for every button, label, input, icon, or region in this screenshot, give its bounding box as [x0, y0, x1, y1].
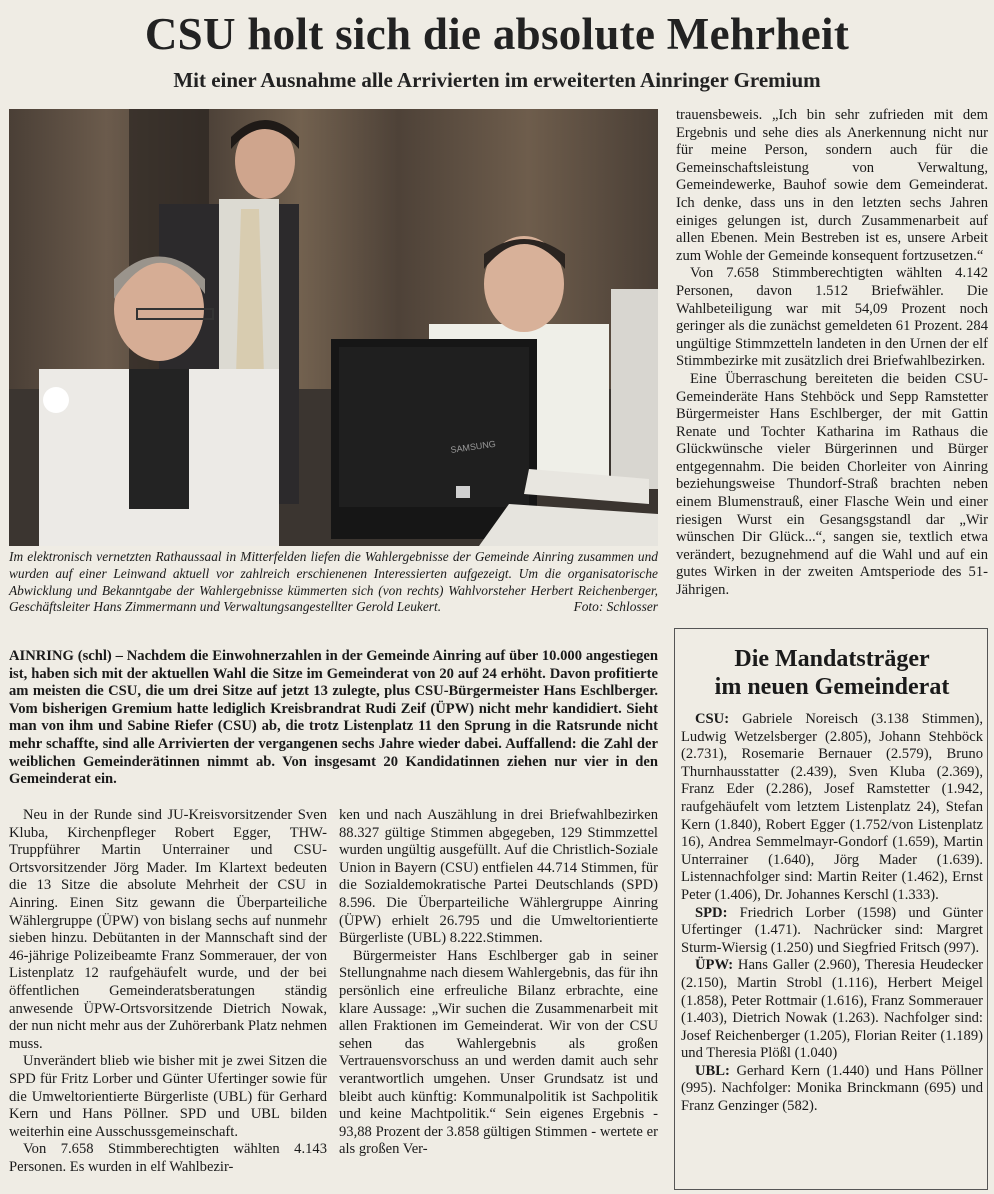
paragraph: Unverändert blieb wie bisher mit je zwei Sitzen die SPD für Fritz Lorber und Günter Ufertinger sowie für die Umweltorientierte Bürgerliste (UBL) für Gerhard Kern und Hans Pöllner. SPD und UBL bilden weiterhin eine Ausschussgemeinschaft.	[9, 1053, 327, 1140]
lead-paragraph: AINRING (schl) – Nachdem die Einwohnerzahlen in der Gemeinde Ainring auf über 10.000 angestiegen ist, haben sich mit der aktuellen Wahl die Sitze im Gemeinderat von 20 auf 24 erhöht. Davon profitierte am meisten die CSU, die um drei Sitze auf jetzt 13 zulegte, plus CSU-Bürgermeister Hans Eschlberger. Vom bisherigen Gremium hatte lediglich Kreisbrandrat Rudi Zeif (ÜPW) nicht mehr kandidiert. Sieht man von ihm und Sabine Riefer (CSU) ab, die trotz Listenplatz 11 den Sprung in die Ratsrunde nicht mehr schaffte, sind alle Arrivierten der vergangenen sechs Jahre wieder dabei. Auffallend: die Zahl der weiblichen Gemeinderätinnen nimmt ab. Von insgesamt 20 Kandidatinnen ziehen nur vier in den Gemeinderat ein.	[9, 648, 658, 788]
news-photo	[9, 109, 658, 546]
party-name: CSU:	[695, 711, 730, 727]
article-column-1	[9, 807, 327, 1176]
party-members: Gerhard Kern (1.440) und Hans Pöllner (995). Nachfolger: Monika Brinckmann (695) und Franz Genzinger (582).	[681, 1062, 983, 1115]
paragraph: Von 7.658 Stimmberechtigten wählten 4.142 Personen, davon 1.512 Briefwähler. Die Wahlbeteiligung war mit 54,09 Prozent noch geringer als die zunächst gemeldeten 61 Prozent. 284 ungültige Stimmzetteln landeten in den Urnen der elf Stimmbezirke mit zusätzlich drei Briefwahlbezirken.	[676, 265, 988, 370]
party-members: Friedrich Lorber (1598) und Günter Ufertinger (1.471). Nachrücker sind: Margret Sturm-Wiersig (1.250) und Siegfried Fritsch (997).	[681, 904, 983, 956]
council-members-box	[674, 628, 988, 1190]
infobox-title	[681, 645, 983, 701]
paragraph: Neu in der Runde sind JU-Kreisvorsitzender Sven Kluba, Kirchenpfleger Robert Egger, THW-Truppführer Martin Unterrainer und CSU-Ortsvorsitzender Jörg Mader. Im Klartext bedeuten die 13 Sitze die absolute Mehrheit der CSU in Ainring. Einen Sitz gewann die Überparteiliche Wählergruppe (ÜPW) von bislang sechs auf nunmehr sieben hinzu. Debütanten in der Mannschaft sind der 46-jährige Polizeibeamte Franz Sommerauer, der von Listenplatz 12 raufgehäufelt wurde, und der bei öffentlichen Gemeinderatsberatungen ständig anwesende ÜPW-Ortsvorsitzende Dietrich Nowak, der nun nicht mehr aus der Zuhörerbank Platz nehmen muss.	[9, 807, 327, 1052]
photo-credit: Foto: Schlosser	[573, 599, 658, 615]
headline: CSU holt sich die absolute Mehrheit	[144, 9, 850, 59]
party-entry-csu	[681, 711, 983, 905]
article-column-3	[676, 107, 988, 600]
party-name: ÜPW:	[695, 957, 734, 974]
photo-caption	[9, 549, 658, 616]
party-members: Gabriele Noreisch (3.138 Stimmen), Ludwig Wetzelsberger (2.805), Johann Stehböck (2.731), Rosemarie Bernauer (2.579), Bruno Thurnhausstatter (2.439), Sven Kluba (2.369), Franz Eder (2.286), Josef Ramstetter (1.942, raufgehäufelt vom letztem Listenplatz 24), Stefan Kern (1.840), Robert Egger (1.752/von Listenplatz 16), Andrea Semmelmayr-Gondorf (1.659), Martin Unterrainer (1.640), Jörg Mader (1.639). Listennachfolger sind: Martin Reiter (1.462), Ernst Peter (1.406), Dr. Johannes Kerschl (1.333).	[681, 711, 983, 903]
infobox-title-line-1: Die Mandatsträger	[734, 646, 930, 672]
party-entry-upw	[681, 957, 983, 1063]
monitor-brand-label: SAMSUNG	[449, 438, 497, 455]
party-name: SPD:	[695, 904, 728, 921]
subheadline: Mit einer Ausnahme alle Arrivierten im erweiterten Ainringer Gremium	[173, 68, 821, 92]
party-members: Hans Galler (2.960), Theresia Heudecker (2.150), Martin Strobl (1.116), Herbert Meigel (1.858), Peter Rottmair (1.616), Franz Sommerauer (1.403), Dietrich Nowak (1.263). Nachfolger sind: Josef Reichenberger (1.205), Florian Reiter (1.189) und Theresia Plößl (1.040)	[681, 957, 983, 1062]
paragraph: trauensbeweis. „Ich bin sehr zufrieden mit dem Ergebnis und sehe dies als Anerkennung nicht nur für meine Person, sondern auch für die Gemeinschaftsleistung von Verwaltung, Gemeindewerke, Bauhof sowie dem Gemeinderat. Ich denke, dass uns in den letzten sechs Jahren einiges gelungen ist, durch Zusammenarbeit auf allen Ebenen. Mein Bestreben ist es, unsere Arbeit zum Wohle der Gemeinde konsequent fortzusetzen.“	[676, 107, 988, 264]
paragraph: Von 7.658 Stimmberechtigten wählten 4.143 Personen. Es wurden in elf Wahlbezir-	[9, 1141, 327, 1175]
party-entry-spd	[681, 905, 983, 958]
party-name: UBL:	[695, 1062, 730, 1079]
party-entry-ubl	[681, 1063, 983, 1116]
article-column-2	[339, 807, 658, 1159]
paragraph: ken und nach Auszählung in drei Briefwahlbezirken 88.327 gültige Stimmen abgegeben, 129 Stimmzettel wurden ungültig ausgefüllt. Auf die Christlich-Soziale Union in Bayern (CSU) entfielen 44.714 Stimmen, für die Sozialdemokratische Partei Deutschlands (SPD) 8.596. Die Überparteiliche Wählergruppe Ainring (ÜPW) erhielt 26.795 und die Umweltorientierte Bürgerliste (UBL) 8.222.Stimmen.	[339, 807, 658, 947]
caption-text: Im elektronisch vernetzten Rathaussaal in Mitterfelden liefen die Wahlergebnisse der Gemeinde Ainring zusammen und wurden auf einer Leinwand aktuell vor zahlreich erschienenen Interessierten aufgezeigt. Um die organisatorische Abwicklung und Bekanntgabe der Wahlergebnisse kümmerten sich (von rechts) Wahlvorsteher Herbert Reichenberger, Geschäftsleiter Hans Zimmermann und Verwaltungsangestellter Gerold Leukert.	[9, 549, 658, 615]
infobox-title-line-2: im neuen Gemeinderat	[714, 674, 950, 700]
paragraph: Bürgermeister Hans Eschlberger gab in seiner Stellungnahme nach diesem Wahlergebnis, das für ihn persönlich eine erfreuliche Bilanz erbrachte, eine klare Aussage: „Wir suchen die Zusammenarbeit mit allen Fraktionen im Gemeinderat. Wir von der CSU sehen das Wahlergebnis als großen Vertrauensvorschuss an und werden damit auch sehr verantwortlich umgehen. Unser Grundsatz ist und bleibt auch künftig: Kommunalpolitik ist Sachpolitik und keine Machtpolitik.“ Sein eigenes Ergebnis - 93,88 Prozent der 3.858 gültigen Stimmen - wertete er als großen Ver-	[339, 947, 658, 1158]
paragraph: Eine Überraschung bereiteten die beiden CSU-Gemeinderäte Hans Stehböck und Sepp Ramstetter Bürgermeister Hans Eschlberger, der mit Gattin Renate und Tochter Katharina im Rathaus die Glückwünsche vieler Bürgerinnen und Bürger entgegennahm. Die beiden Chorleiter von Ainring beziehungsweise Thundorf-Straß brachten neben einem Blumenstrauß, einer Flasche Wein und einer riesigen Wurst ein Gesangsgstandl dar „Wir wünschen Dir Glück...“, sangen sie, textlich etwa verändert, bezugnehmend auf die Wahl und auf ein gutes Wirken in der zweiten Amtsperiode des 51-Jährigen.	[676, 370, 988, 599]
